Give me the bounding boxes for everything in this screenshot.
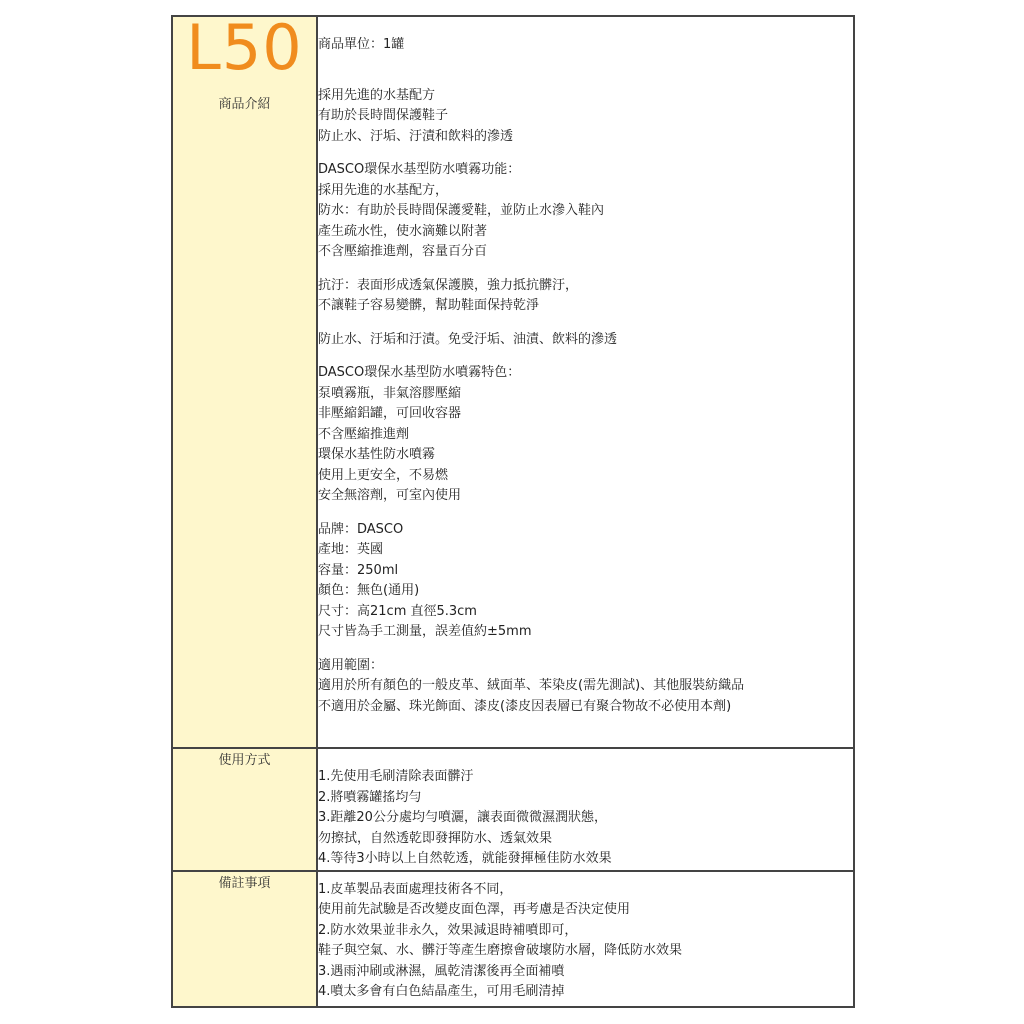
- intro-line: 採用先進的水基配方，: [318, 182, 449, 198]
- intro-line: 安全無溶劑，可室內使用: [318, 488, 462, 503]
- block-gap: [318, 263, 853, 276]
- product-spec-table: [171, 11, 855, 1008]
- intro-line: 非壓縮鋁罐，可回收容器: [318, 406, 462, 421]
- intro-line: 不含壓縮推進劑，容量百分百: [318, 244, 488, 259]
- intro-line: 顏色：無色(通用): [318, 583, 420, 598]
- usage-label: 使用方式: [218, 753, 271, 768]
- block-gap: [318, 350, 853, 363]
- intro-line: 尺寸皆為手工測量，誤差值約±5mm: [318, 624, 532, 639]
- intro-line: 產地：英國: [318, 542, 384, 557]
- block-gap: [318, 507, 853, 520]
- intro-label: 商品介紹: [218, 97, 271, 112]
- block-gap: [318, 147, 853, 160]
- intro-line: 品牌：DASCO: [318, 521, 404, 537]
- intro-line: 泵噴霧瓶，非氣溶膠壓縮: [318, 385, 462, 401]
- block-gap: [318, 317, 853, 330]
- intro-line: 不讓鞋子容易變髒，幫助鞋面保持乾淨: [318, 298, 540, 313]
- model-title: L50: [186, 11, 303, 84]
- intro-blocks: [318, 35, 853, 717]
- usage-content: [317, 748, 854, 871]
- intro-line: 環保水基性防水噴霧: [318, 447, 436, 462]
- intro-line: 防水：有助於長時間保護愛鞋，並防止水滲入鞋內: [318, 203, 605, 218]
- intro-line: 抗汙：表面形成透氣保護膜，強力抵抗髒汙，: [318, 277, 579, 293]
- notes-line: 鞋子與空氣、水、髒汙等產生磨擦會破壞防水層，降低防水效果: [318, 943, 683, 958]
- intro-line: 適用範圍：: [318, 657, 384, 673]
- notes-line: 3.遇雨沖刷或淋濕，風乾清潔後再全面補噴: [318, 963, 565, 979]
- intro-line: 採用先進的水基配方: [318, 87, 436, 103]
- intro-line: 適用於所有顏色的一般皮革、絨面革、苯染皮(需先測試)、其他服裝紡織品: [318, 678, 745, 693]
- intro-line: 使用上更安全，不易燃: [318, 467, 449, 483]
- intro-line: 產生疏水性，使水滴難以附著: [318, 223, 488, 239]
- intro-line: 不適用於金屬、珠光飾面、漆皮(漆皮因表層已有聚合物故不必使用本劑): [318, 698, 732, 714]
- usage-label-cell: [172, 748, 317, 871]
- notes-lines: [318, 880, 853, 1003]
- intro-label-cell: [172, 11, 317, 748]
- intro-line: 防止水、汙垢和汙漬。免受汙垢、油漬、飲料的滲透: [318, 331, 618, 347]
- intro-line: 容量：250ml: [318, 562, 399, 578]
- intro-line: 尺寸：高21cm 直徑5.3cm: [318, 603, 477, 619]
- block-gap: [318, 643, 853, 656]
- intro-line: 商品單位：1罐: [318, 37, 405, 52]
- usage-line: 1.先使用毛刷清除表面髒汙: [318, 769, 474, 784]
- usage-line: 2.將噴霧罐搖均勻: [318, 789, 422, 805]
- intro-line: DASCO環保水基型防水噴霧特色：: [318, 365, 521, 380]
- block-gap: [318, 56, 853, 86]
- usage-line: 3.距離20公分處均勻噴灑，讓表面微微濕潤狀態，: [318, 810, 607, 825]
- intro-line: 有助於長時間保護鞋子: [318, 108, 449, 123]
- notes-line: 1.皮革製品表面處理技術各不同，: [318, 881, 513, 897]
- notes-line: 4.噴太多會有白色結晶產生，可用毛刷清掉: [318, 984, 565, 999]
- notes-label-cell: [172, 871, 317, 1007]
- intro-line: 不含壓縮推進劑: [318, 426, 410, 442]
- usage-row: [172, 748, 854, 871]
- notes-row: [172, 871, 854, 1007]
- notes-line: 2.防水效果並非永久，效果減退時補噴即可，: [318, 922, 578, 938]
- usage-line: 4.等待3小時以上自然乾透，就能發揮極佳防水效果: [318, 851, 612, 866]
- notes-content: [317, 871, 854, 1007]
- usage-line: 勿擦拭，自然透乾即發揮防水、透氣效果: [318, 830, 553, 846]
- intro-line: DASCO環保水基型防水噴霧功能：: [318, 162, 521, 177]
- notes-label: 備註事項: [218, 875, 271, 891]
- notes-line: 使用前先試驗是否改變皮面色澤，再考慮是否決定使用: [318, 902, 631, 917]
- intro-row: [172, 16, 854, 748]
- usage-lines: [318, 767, 853, 870]
- intro-line: 防止水、汙垢、汙漬和飲料的滲透: [318, 128, 514, 144]
- intro-content: [317, 16, 854, 748]
